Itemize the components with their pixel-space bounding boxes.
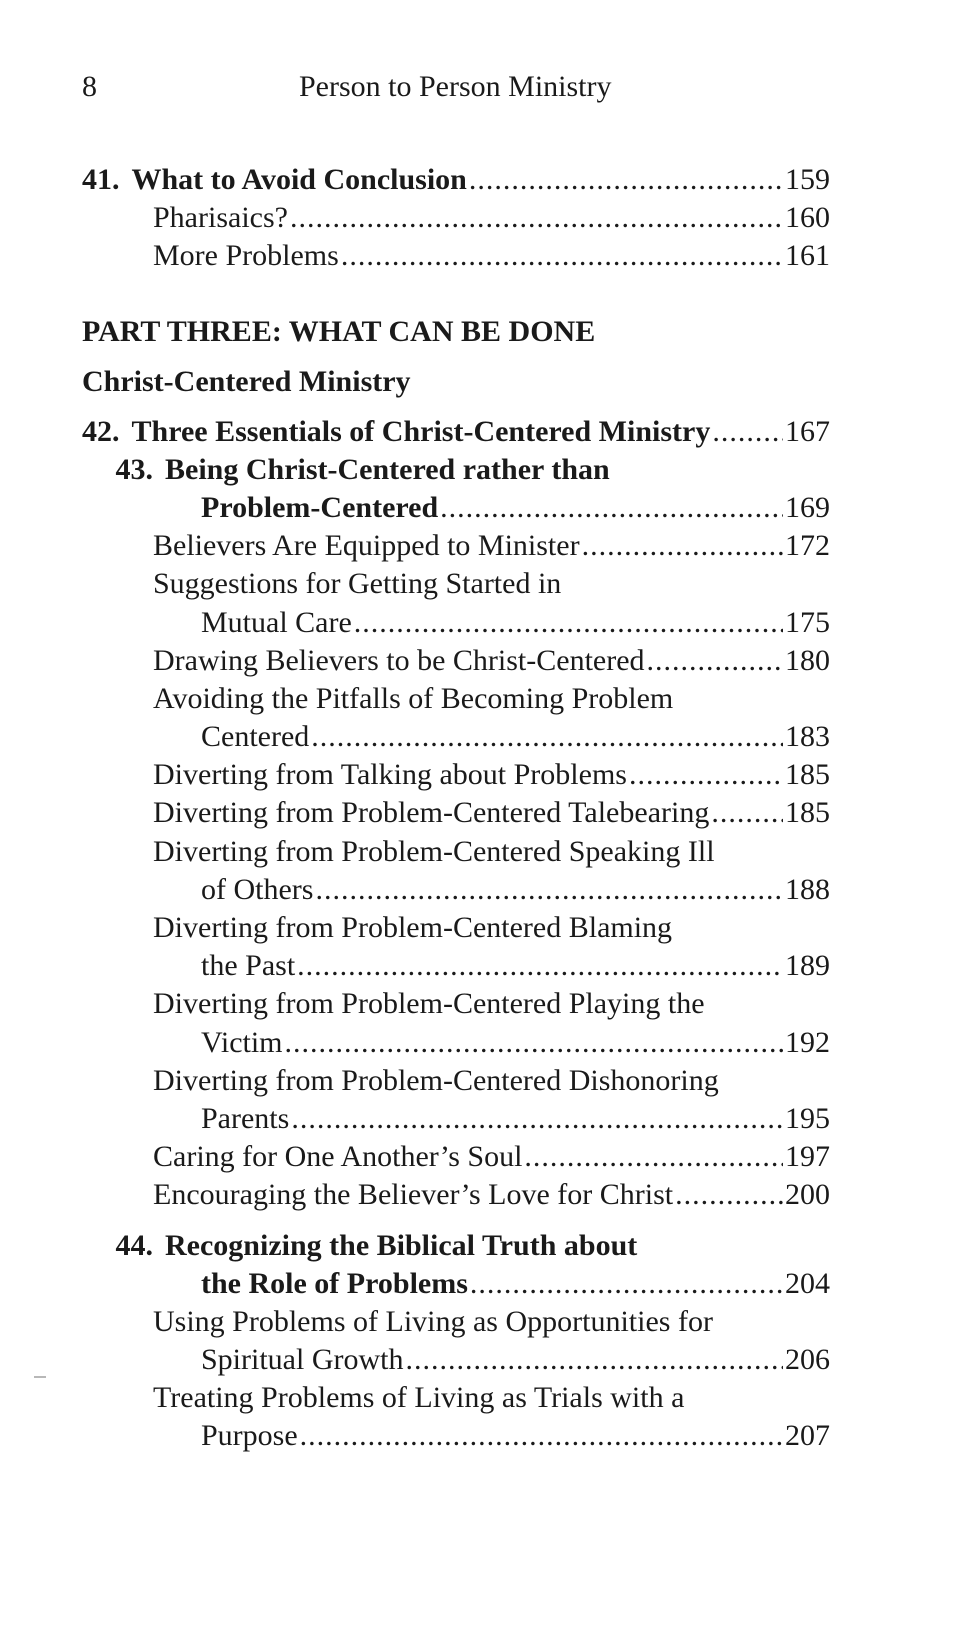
- chapter-title-line1: Recognizing the Biblical Truth about: [165, 1228, 638, 1262]
- chapter-number: 43.: [115, 452, 153, 486]
- page-ref: 159: [785, 163, 830, 196]
- page-ref: 206: [785, 1343, 830, 1377]
- dot-leader: [629, 756, 783, 794]
- entry-title-line2: the Past: [201, 949, 296, 983]
- part-heading: PART THREE: WHAT CAN BE DONE: [82, 314, 596, 348]
- page-ref: 185: [785, 758, 830, 792]
- chapter-title-line2: the Role of Problems: [201, 1266, 468, 1300]
- toc-entry-sub: [82, 833, 830, 871]
- toc-entry-chapter-42: [82, 413, 830, 451]
- page-number: 8: [82, 70, 97, 103]
- toc-entry-sub: [82, 527, 830, 565]
- toc-entry-chapter-41: [82, 161, 830, 199]
- toc-entry-sub: [82, 642, 830, 680]
- page-ref: 195: [785, 1101, 830, 1135]
- entry-title-line1: Diverting from Problem-Centered Dishonoring: [153, 1063, 719, 1097]
- entry-title: Caring for One Another’s Soul: [153, 1140, 523, 1174]
- dot-leader: [297, 947, 783, 985]
- toc-entry-sub: [82, 909, 830, 947]
- entry-title: More Problems: [153, 239, 339, 273]
- entry-title: Encouraging the Believer’s Love for Christ: [153, 1178, 674, 1212]
- page-ref: 169: [785, 490, 830, 524]
- page-ref: 161: [785, 239, 830, 273]
- dot-leader: [315, 871, 783, 909]
- dot-leader: [406, 1341, 784, 1379]
- chapter-title-line1: Being Christ-Centered rather than: [165, 452, 610, 486]
- entry-title-line2: Centered: [201, 720, 310, 754]
- dot-leader: [469, 161, 783, 199]
- entry-title-line2: Purpose: [201, 1419, 298, 1453]
- dot-leader: [582, 527, 783, 565]
- dot-leader: [285, 1024, 783, 1062]
- dot-leader: [311, 718, 783, 756]
- page-ref: 192: [785, 1025, 830, 1059]
- chapter-title: Three Essentials of Christ-Centered Ministry: [131, 414, 711, 448]
- page-ref: 183: [785, 720, 830, 754]
- page-ref: 185: [785, 796, 830, 830]
- entry-title: Drawing Believers to be Christ-Centered: [153, 643, 645, 677]
- toc-entry-sub: [82, 237, 830, 275]
- toc-entry-sub: [82, 794, 830, 832]
- toc-entry-sub-cont: [82, 1341, 830, 1379]
- toc-entry-sub: [82, 1062, 830, 1100]
- chapter-title-line2: Problem-Centered: [201, 490, 439, 524]
- margin-mark: [34, 1376, 46, 1378]
- dot-leader: [675, 1176, 783, 1214]
- toc-entry-sub: [82, 985, 830, 1023]
- page-ref: 200: [785, 1178, 830, 1212]
- entry-title-line1: Using Problems of Living as Opportunities for: [153, 1304, 713, 1338]
- toc-entry-sub: [82, 199, 830, 237]
- page-ref: 180: [785, 643, 830, 677]
- page-ref: 175: [785, 605, 830, 639]
- page-ref: 160: [785, 201, 830, 235]
- entry-title: Pharisaics?: [153, 201, 288, 235]
- toc-entry-sub-cont: [82, 718, 830, 756]
- entry-title-line1: Diverting from Problem-Centered Playing the: [153, 987, 705, 1021]
- toc-entry-sub-cont: [82, 604, 830, 642]
- toc-entry-chapter-44-cont: [82, 1265, 830, 1303]
- entry-title-line1: Diverting from Problem-Centered Speaking Ill: [153, 834, 715, 868]
- entry-title-line2: Mutual Care: [201, 605, 352, 639]
- page-ref: 189: [785, 949, 830, 983]
- dot-leader: [524, 1138, 783, 1176]
- entry-title-line1: Suggestions for Getting Started in: [153, 567, 562, 601]
- running-head: [82, 70, 830, 110]
- chapter-number: 42.: [82, 414, 120, 448]
- dot-leader: [711, 794, 783, 832]
- book-title: Person to Person Ministry: [299, 70, 612, 103]
- entry-title-line2: of Others: [201, 872, 314, 906]
- toc-entry-sub: [82, 565, 830, 603]
- page-ref: 197: [785, 1140, 830, 1174]
- toc-entry-sub-cont: [82, 947, 830, 985]
- toc-entry-sub-cont: [82, 1024, 830, 1062]
- entry-title: Believers Are Equipped to Minister: [153, 529, 580, 563]
- toc-entry-sub: [82, 1379, 830, 1417]
- entry-title-line1: Diverting from Problem-Centered Blaming: [153, 911, 673, 944]
- page-ref: 172: [785, 529, 830, 563]
- page-ref: 204: [785, 1266, 830, 1300]
- page-ref: 207: [785, 1419, 830, 1453]
- toc-entry-sub: [82, 1138, 830, 1176]
- dot-leader: [341, 237, 783, 275]
- toc-entry-sub: [82, 756, 830, 794]
- entry-title-line2: Victim: [201, 1025, 283, 1059]
- entry-title: Diverting from Talking about Problems: [153, 758, 627, 792]
- chapter-title: What to Avoid Conclusion: [131, 163, 467, 196]
- toc-entry-chapter-44: [82, 1227, 830, 1265]
- table-of-contents: [82, 161, 830, 1456]
- entry-title-line1: Treating Problems of Living as Trials with a: [153, 1381, 685, 1415]
- toc-entry-sub-cont: [82, 871, 830, 909]
- toc-entry-chapter-43-cont: [82, 489, 830, 527]
- chapter-number: 44.: [115, 1228, 153, 1262]
- toc-entry-chapter-43: [82, 451, 830, 489]
- toc-entry-sub: [82, 1176, 830, 1214]
- toc-entry-sub: [82, 1303, 830, 1341]
- dot-leader: [440, 489, 783, 527]
- dot-leader: [290, 199, 783, 237]
- dot-leader: [291, 1100, 783, 1138]
- entry-title-line2: Spiritual Growth: [201, 1343, 404, 1377]
- toc-entry-sub-cont: [82, 1100, 830, 1138]
- toc-entry-sub-cont: [82, 1417, 830, 1455]
- page-ref: 188: [785, 872, 830, 906]
- section-heading: Christ-Centered Ministry: [82, 364, 411, 398]
- dot-leader: [712, 413, 783, 451]
- dot-leader: [354, 604, 783, 642]
- dot-leader: [470, 1265, 783, 1303]
- entry-title: Diverting from Problem-Centered Talebearing: [153, 796, 710, 830]
- toc-entry-sub: [82, 680, 830, 718]
- dot-leader: [647, 642, 783, 680]
- dot-leader: [300, 1417, 783, 1455]
- entry-title-line1: Avoiding the Pitfalls of Becoming Problem: [153, 681, 674, 715]
- page-ref: 167: [785, 414, 830, 448]
- entry-title-line2: Parents: [201, 1101, 290, 1135]
- chapter-number: 41.: [82, 163, 120, 196]
